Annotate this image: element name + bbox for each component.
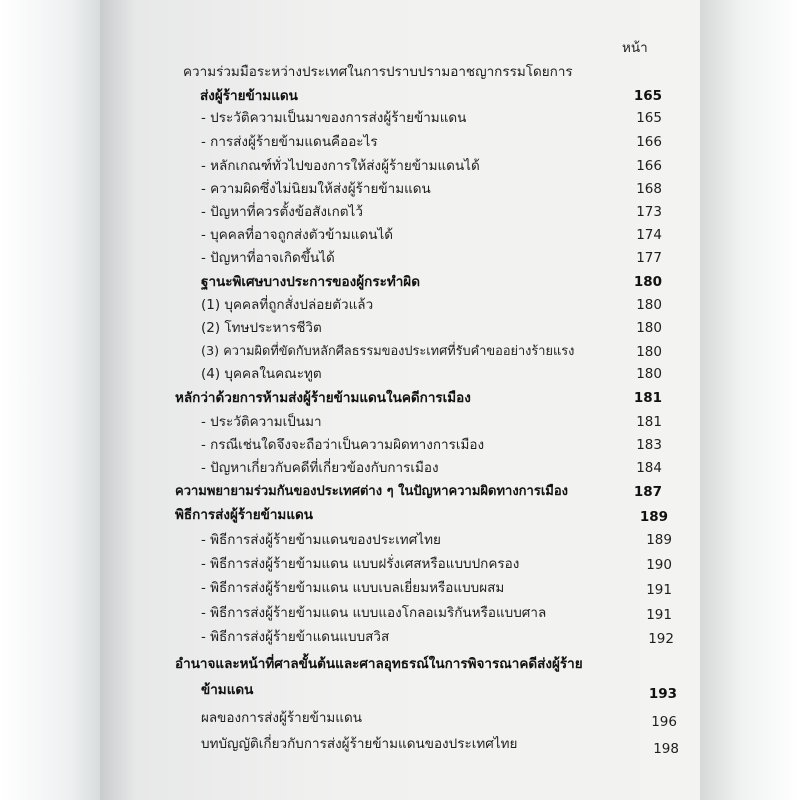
toc-page-number: 198 xyxy=(653,741,679,757)
toc-page-number: 180 xyxy=(636,366,662,382)
toc-page-number: 196 xyxy=(651,714,677,730)
toc-entry-title: - พิธีการส่งผู้ร้ายข้ามแดนของประเทศไทย xyxy=(201,532,441,548)
toc-entry-title: - ปัญหาเกี่ยวกับคดีที่เกี่ยวข้องกับการเมือง xyxy=(201,460,439,476)
toc-entry-title: พิธีการส่งผู้ร้ายข้ามแดน xyxy=(175,507,314,523)
toc-page-number: 181 xyxy=(636,414,662,430)
toc-entry-title: - หลักเกณฑ์ทั่วไปของการให้ส่งผู้ร้ายข้ามแดนได้ xyxy=(201,158,480,174)
toc-page-number: 165 xyxy=(636,110,662,126)
toc-entry-title: ฐานะพิเศษบางประการของผู้กระทำผิด xyxy=(201,274,420,290)
toc-entry-title: ความร่วมมือระหว่างประเทศในการปราบปรามอาชญากรรมโดยการ xyxy=(183,64,573,80)
toc-page-number: 181 xyxy=(633,390,662,406)
toc-page-number: 168 xyxy=(636,181,662,197)
toc-entry-title: หลักว่าด้วยการห้ามส่งผู้ร้ายข้ามแดนในคดีการเมือง xyxy=(175,390,471,406)
toc-page-number: 189 xyxy=(646,532,672,548)
toc-page-number: 166 xyxy=(636,158,662,174)
toc-page-number: 191 xyxy=(646,582,672,598)
toc-page-number: 174 xyxy=(636,227,662,243)
toc-page-number: 184 xyxy=(636,460,662,476)
toc-entry-title: ข้ามแดน xyxy=(201,682,254,698)
toc-page-number: 191 xyxy=(646,607,672,623)
toc-page-number: 190 xyxy=(646,557,672,573)
toc-page-number: 189 xyxy=(639,509,668,525)
toc-entry-title: - การส่งผู้ร้ายข้ามแดนคืออะไร xyxy=(201,134,378,150)
toc-entry-title: ความพยายามร่วมกันของประเทศต่าง ๆ ในปัญหาความผิดทางการเมือง xyxy=(175,484,568,499)
toc-entry-title: - ปัญหาที่ควรตั้งข้อสังเกตไว้ xyxy=(201,204,363,220)
toc-entry-title: ส่งผู้ร้ายข้ามแดน xyxy=(200,88,298,104)
toc-entry-title: - พิธีการส่งผู้ร้ายข้ามแดน แบบเบลเยี่ยมหรือแบบผสม xyxy=(201,580,505,596)
toc-entry-title: ผลของการส่งผู้ร้ายข้ามแดน xyxy=(201,710,363,726)
toc-entry-title: - ปัญหาที่อาจเกิดขึ้นได้ xyxy=(201,250,335,266)
toc-page-number: 183 xyxy=(636,437,662,453)
left-background xyxy=(0,0,100,800)
toc-entry-title: (2) โทษประหารชีวิต xyxy=(201,320,322,336)
toc-entry-title: (4) บุคคลในคณะทูต xyxy=(201,366,322,382)
toc-page-number: 180 xyxy=(636,320,662,336)
toc-entry-title: - ประวัติความเป็นมา xyxy=(201,414,322,430)
toc-entry-title: - พิธีการส่งผู้ร้ายข้าแดนแบบสวิส xyxy=(201,629,390,645)
toc-page-number: 180 xyxy=(633,274,662,290)
page-column-header: หน้า xyxy=(622,40,648,56)
toc-entry-title: - ประวัติความเป็นมาของการส่งผู้ร้ายข้ามแดน xyxy=(201,110,467,126)
toc-page-number: 165 xyxy=(633,88,662,104)
toc-entry-title: - พิธีการส่งผู้ร้ายข้ามแดน แบบฝรั่งเศสหรือแบบปกครอง xyxy=(201,556,520,572)
toc-page-number: 180 xyxy=(636,297,662,313)
toc-page-number: 180 xyxy=(636,344,662,360)
toc-entry-title: อำนาจและหน้าที่ศาลขั้นต้นและศาลอุทธรณ์ในการพิจารณาคดีส่งผู้ร้าย xyxy=(175,656,583,672)
toc-page-number: 192 xyxy=(648,631,674,647)
toc-entry-title: - กรณีเช่นใดจึงจะถือว่าเป็นความผิดทางการเมือง xyxy=(201,437,485,453)
toc-entry-title: - ความผิดซึ่งไม่นิยมให้ส่งผู้ร้ายข้ามแดน xyxy=(201,181,431,197)
toc-page-number: 187 xyxy=(633,484,662,500)
right-background xyxy=(700,0,800,800)
toc-entry-title: (1) บุคคลที่ถูกสั่งปล่อยตัวแล้ว xyxy=(201,297,374,313)
toc-page-number: 193 xyxy=(648,686,677,702)
toc-page-number: 166 xyxy=(636,134,662,150)
toc-entry-title: - บุคคลที่อาจถูกส่งตัวข้ามแดนได้ xyxy=(201,227,394,243)
toc-entry-title: (3) ความผิดที่ขัดกับหลักศีลธรรมของประเทศที่รับคำขออย่างร้ายแรง xyxy=(201,344,575,359)
toc-page-number: 177 xyxy=(636,250,662,266)
toc-page-number: 173 xyxy=(636,204,662,220)
toc-entry-title: บทบัญญัติเกี่ยวกับการส่งผู้ร้ายข้ามแดนของประเทศไทย xyxy=(201,736,518,752)
toc-entry-title: - พิธีการส่งผู้ร้ายข้ามแดน แบบแองโกลอเมริกันหรือแบบศาล xyxy=(201,605,547,621)
